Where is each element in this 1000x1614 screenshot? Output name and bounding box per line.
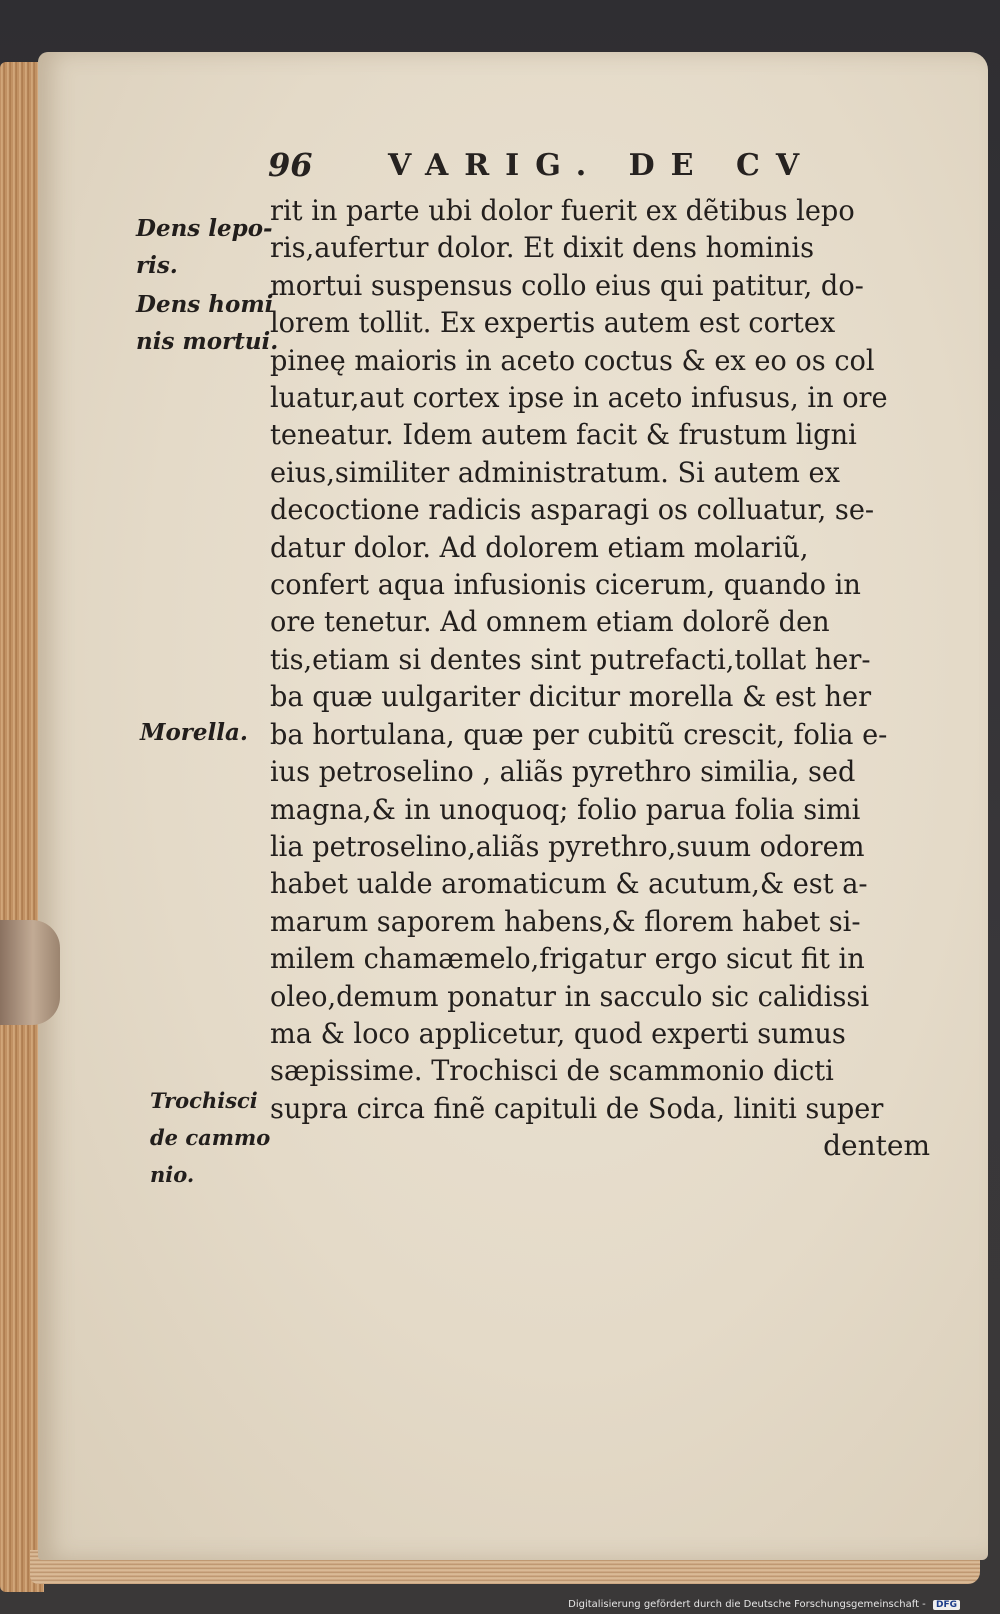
digitization-credit (568, 1599, 960, 1610)
main-text-block (270, 192, 930, 1165)
text-line: lorem tollit. Ex expertis autem est cortex (270, 306, 836, 340)
text-line: ba hortulana, quæ per cubitũ crescit, folia e- (270, 717, 888, 751)
margin-note-trochisci (150, 1082, 270, 1193)
text-line: oleo,demum ponatur in sacculo sic calidissi (270, 979, 870, 1013)
text-line: ore tenetur. Ad omnem etiam dolorẽ den (270, 605, 830, 639)
text-line: rit in parte ubi dolor fuerit ex dẽtibus lepo (270, 194, 855, 227)
margin-note-line: Dens homi (136, 291, 274, 318)
text-line: milem chamæmelo,frigatur ergo sicut fit in (270, 942, 865, 976)
margin-note-line: de cammo (150, 1125, 271, 1150)
text-line: supra circa finẽ capituli de Soda, liniti super (270, 1091, 884, 1125)
text-line: sæpissime. Trochisci de scammonio dicti (270, 1054, 834, 1088)
text-line: teneatur. Idem autem facit & frustum ligni (270, 418, 857, 452)
text-line: ris,aufertur dolor. Et dixit dens hominis (270, 231, 815, 265)
margin-note-morella (140, 714, 248, 751)
margin-note-line: Morella. (140, 719, 248, 746)
running-title: VARIG. DE CV (388, 148, 816, 183)
text-line: ius petroselino , aliãs pyrethro similia, sed (270, 755, 856, 789)
page-tab-marker (0, 920, 60, 1025)
margin-note-line: ris. (136, 252, 178, 279)
dfg-logo: DFG (933, 1600, 960, 1610)
margin-note-line: Trochisci (150, 1088, 258, 1113)
margin-note-line: nio. (150, 1162, 195, 1187)
credit-text: Digitalisierung gefördert durch die Deutsche Forschungsgemeinschaft - (568, 1599, 926, 1610)
catchword: dentem (823, 1129, 930, 1163)
text-line: mortui suspensus collo eius qui patitur, do- (270, 268, 864, 302)
text-line: habet ualde aromaticum & acutum,& est a- (270, 867, 868, 901)
text-line: luatur,aut cortex ipse in aceto infusus, in ore (270, 381, 888, 415)
margin-note-line: Dens lepo- (136, 215, 273, 242)
margin-note-dens-hominis (136, 286, 278, 360)
margin-note-line: nis mortui. (136, 328, 279, 355)
text-line: ba quæ uulgariter dicitur morella & est her (270, 680, 872, 714)
text-line: marum saporem habens,& florem habet si- (270, 904, 861, 938)
text-line: confert aqua infusionis cicerum, quando in (270, 568, 861, 602)
text-line: lia petroselino,aliãs pyrethro,suum odorem (270, 829, 865, 863)
text-line: ma & loco applicetur, quod experti sumus (270, 1016, 846, 1050)
page-number: 96 (268, 146, 313, 184)
text-line: tis,etiam si dentes sint putrefacti,tollat her- (270, 642, 871, 676)
text-line: eius,similiter administratum. Si autem ex (270, 455, 840, 489)
text-line: pineę maioris in aceto coctus & ex eo os col (270, 343, 875, 377)
text-line: magna,& in unoquoq; folio parua folia simi (270, 792, 861, 826)
text-line: datur dolor. Ad dolorem etiam molariũ, (270, 530, 809, 564)
text-line: decoctione radicis asparagi os colluatur, se- (270, 493, 875, 527)
margin-note-dens-leporis (136, 210, 273, 284)
